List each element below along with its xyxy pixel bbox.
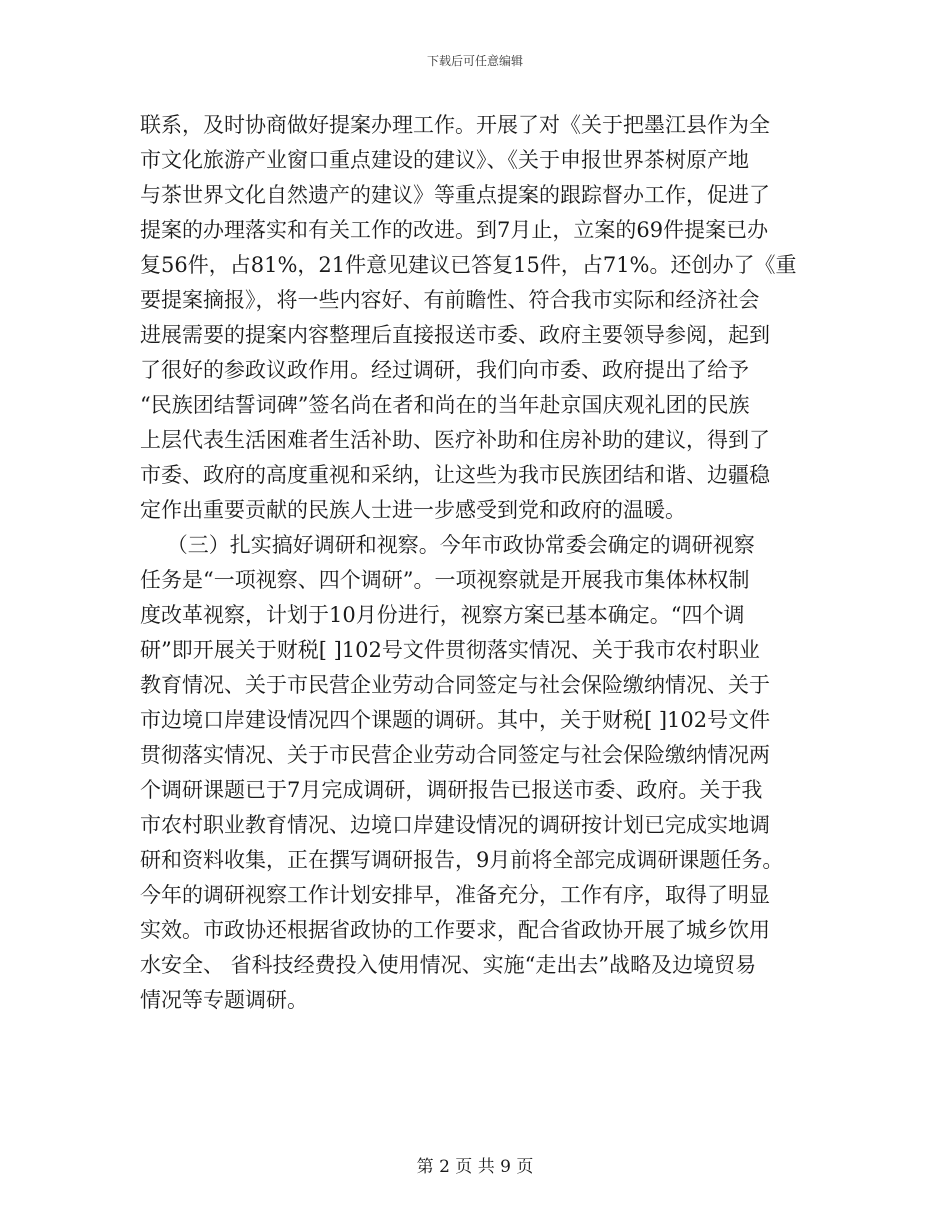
text-line: 市委、政府的高度重视和采纳，让这些为我市民族团结和谐、边疆稳 (140, 463, 770, 487)
text-line: 市边境口岸建设情况四个课题的调研。其中，关于财税[ ]102号文件 (140, 708, 771, 732)
text-line: 提案的办理落实和有关工作的改进。到7月止，立案的69件提案已办 (140, 218, 769, 242)
document-body (140, 108, 810, 1018)
text-line: 上层代表生活困难者生活补助、医疗补助和住房补助的建议，得到了 (140, 428, 770, 452)
text-line: 了很好的参政议政作用。经过调研，我们向市委、政府提出了给予 (140, 358, 749, 382)
text-line: 任务是“一项视察、四个调研”。一项视察就是开展我市集体林权制 (140, 568, 750, 592)
text-line: 定作出重要贡献的民族人士进一步感受到党和政府的温暖。 (140, 498, 686, 522)
text-line: 市文化旅游产业窗口重点建设的建议》、《关于申报世界茶树原产地 (140, 148, 749, 172)
text-line: 贯彻落实情况、关于市民营企业劳动合同签定与社会保险缴纳情况两 (140, 743, 770, 767)
text-line: 联系，及时协商做好提案办理工作。开展了对《关于把墨江县作为全 (140, 113, 770, 137)
page-number: 第 2 页 共 9 页 (416, 1157, 534, 1177)
text-line: “民族团结誓词碑”签名尚在者和尚在的当年赴京国庆观礼团的民族 (140, 393, 750, 417)
page-header-note: 下载后可任意编辑 (426, 54, 523, 68)
text-line: 个调研课题已于7月完成调研，调研报告已报送市委、政府。关于我 (140, 778, 763, 802)
text-line: 要提案摘报》，将一些内容好、有前瞻性、符合我市实际和经济社会 (140, 288, 760, 312)
text-line: 教育情况、关于市民营企业劳动合同签定与社会保险缴纳情况、关于 (140, 673, 770, 697)
text-line: 市农村职业教育情况、边境口岸建设情况的调研按计划已完成实地调 (140, 813, 770, 837)
text-line: 今年的调研视察工作计划安排早，准备充分，工作有序，取得了明显 (140, 883, 770, 907)
text-line: 研和资料收集，正在撰写调研报告，9月前将全部完成调研课题任务。 (140, 848, 784, 872)
text-line: 与茶世界文化自然遗产的建议》等重点提案的跟踪督办工作，促进了 (140, 183, 770, 207)
text-line: 水安全、 省科技经费投入使用情况、实施“走出去”战略及边境贸易 (140, 953, 757, 977)
text-line: 度改革视察，计划于10月份进行，视察方案已基本确定。“四个调 (140, 603, 745, 627)
text-line: 实效。市政协还根据省政协的工作要求，配合省政协开展了城乡饮用 (140, 918, 770, 942)
text-line: 研”即开展关于财税[ ]102号文件贯彻落实情况、关于我市农村职业 (140, 638, 760, 662)
text-line: 情况等专题调研。 (140, 988, 308, 1012)
paragraph-start-line: （三）扎实搞好调研和视察。今年市政协常委会确定的调研视察 (140, 533, 755, 557)
text-line: 进展需要的提案内容整理后直接报送市委、政府主要领导参阅，起到 (140, 323, 770, 347)
text-line: 复56件，占81%，21件意见建议已答复15件，占71%。还创办了《重 (140, 253, 797, 277)
